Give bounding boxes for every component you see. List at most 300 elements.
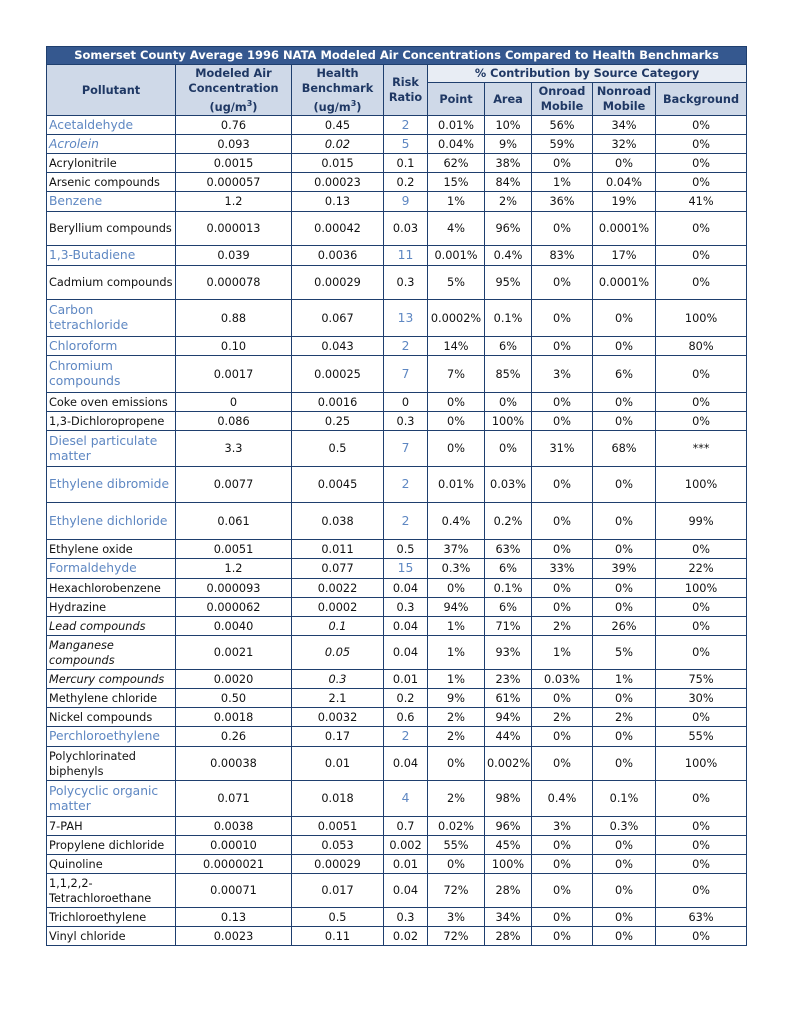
area-cell: 98% (485, 781, 532, 817)
area-cell: 45% (485, 836, 532, 855)
onroad-cell: 1% (532, 173, 593, 192)
point-cell: 72% (428, 874, 485, 908)
benchmark-cell: 0.00029 (292, 266, 384, 300)
nonroad-cell: 0.04% (593, 173, 656, 192)
pollutant-cell: 1,3-Butadiene (47, 246, 176, 266)
nonroad-cell: 2% (593, 708, 656, 727)
point-cell: 4% (428, 212, 485, 246)
point-cell: 3% (428, 908, 485, 927)
concentration-cell: 1.2 (176, 559, 292, 579)
onroad-cell: 2% (532, 708, 593, 727)
risk-ratio-cell: 0.6 (384, 708, 428, 727)
nonroad-cell: 0% (593, 337, 656, 356)
risk-ratio-cell: 0.01 (384, 670, 428, 689)
pollutant-cell: Hexachlorobenzene (47, 579, 176, 598)
concentration-cell: 0.0051 (176, 540, 292, 559)
risk-ratio-cell: 2 (384, 116, 428, 135)
table-row (47, 727, 747, 747)
area-cell: 0% (485, 431, 532, 467)
pollutant-cell: Coke oven emissions (47, 393, 176, 412)
onroad-cell: 0.4% (532, 781, 593, 817)
nonroad-cell: 0.0001% (593, 212, 656, 246)
benchmark-cell: 0.017 (292, 874, 384, 908)
nonroad-cell: 0% (593, 540, 656, 559)
concentration-cell: 0.093 (176, 135, 292, 154)
risk-ratio-cell: 2 (384, 727, 428, 747)
benchmark-cell: 0.053 (292, 836, 384, 855)
table-row (47, 246, 747, 266)
onroad-cell: 31% (532, 431, 593, 467)
background-cell: 0% (656, 817, 747, 836)
concentration-cell: 0.00010 (176, 836, 292, 855)
benchmark-cell: 0.0016 (292, 393, 384, 412)
background-cell: 0% (656, 617, 747, 636)
pollutant-cell: Perchloroethylene (47, 727, 176, 747)
pollutant-cell: Formaldehyde (47, 559, 176, 579)
risk-ratio-cell: 7 (384, 431, 428, 467)
pollutant-cell: Quinoline (47, 855, 176, 874)
table-row (47, 503, 747, 540)
risk-ratio-cell: 0.3 (384, 908, 428, 927)
onroad-cell: 83% (532, 246, 593, 266)
pollutant-cell: Benzene (47, 192, 176, 212)
onroad-cell: 1% (532, 636, 593, 670)
background-cell: 0% (656, 836, 747, 855)
point-cell: 94% (428, 598, 485, 617)
table-row (47, 617, 747, 636)
risk-ratio-cell: 2 (384, 467, 428, 503)
concentration-cell: 1.2 (176, 192, 292, 212)
benchmark-cell: 0.015 (292, 154, 384, 173)
concentration-cell: 0.0040 (176, 617, 292, 636)
table-row (47, 747, 747, 781)
benchmark-cell: 0.043 (292, 337, 384, 356)
benchmark-cell: 0.17 (292, 727, 384, 747)
concentration-cell: 0.26 (176, 727, 292, 747)
risk-ratio-cell: 0.01 (384, 855, 428, 874)
point-cell: 9% (428, 689, 485, 708)
background-cell: 0% (656, 636, 747, 670)
background-cell: 41% (656, 192, 747, 212)
background-cell: 80% (656, 337, 747, 356)
area-cell: 0.1% (485, 579, 532, 598)
area-cell: 34% (485, 908, 532, 927)
nonroad-cell: 0.1% (593, 781, 656, 817)
area-cell: 10% (485, 116, 532, 135)
point-cell: 1% (428, 192, 485, 212)
pollutant-cell: Acrylonitrile (47, 154, 176, 173)
background-cell: 0% (656, 927, 747, 946)
area-cell: 100% (485, 412, 532, 431)
pollutant-cell: Ethylene oxide (47, 540, 176, 559)
point-cell: 0% (428, 412, 485, 431)
header-background: Background (656, 83, 747, 116)
table-row (47, 836, 747, 855)
pollutant-cell: Chloroform (47, 337, 176, 356)
table-row (47, 908, 747, 927)
pollutant-cell: Hydrazine (47, 598, 176, 617)
background-cell: 63% (656, 908, 747, 927)
risk-ratio-cell: 13 (384, 300, 428, 337)
point-cell: 2% (428, 708, 485, 727)
onroad-cell: 3% (532, 817, 593, 836)
benchmark-cell: 0.11 (292, 927, 384, 946)
concentration-cell: 0.0077 (176, 467, 292, 503)
concentration-cell: 0.000078 (176, 266, 292, 300)
concentration-cell: 0.0021 (176, 636, 292, 670)
benchmark-cell: 0.05 (292, 636, 384, 670)
onroad-cell: 0% (532, 540, 593, 559)
nonroad-cell: 0% (593, 503, 656, 540)
onroad-cell: 56% (532, 116, 593, 135)
benchmark-cell: 0.5 (292, 431, 384, 467)
table-row (47, 540, 747, 559)
area-cell: 23% (485, 670, 532, 689)
pollutant-cell: Propylene dichloride (47, 836, 176, 855)
concentration-cell: 3.3 (176, 431, 292, 467)
area-cell: 6% (485, 559, 532, 579)
onroad-cell: 33% (532, 559, 593, 579)
risk-ratio-cell: 7 (384, 356, 428, 393)
background-cell: 100% (656, 579, 747, 598)
benchmark-cell: 0.00029 (292, 855, 384, 874)
table-row (47, 154, 747, 173)
risk-ratio-cell: 0.5 (384, 540, 428, 559)
onroad-cell: 0% (532, 836, 593, 855)
concentration-cell: 0.13 (176, 908, 292, 927)
concentration-cell: 0.0017 (176, 356, 292, 393)
area-cell: 6% (485, 598, 532, 617)
table-row (47, 559, 747, 579)
pollutant-cell: 7-PAH (47, 817, 176, 836)
concentration-cell: 0.0023 (176, 927, 292, 946)
point-cell: 1% (428, 636, 485, 670)
concentration-cell: 0.50 (176, 689, 292, 708)
area-cell: 2% (485, 192, 532, 212)
point-cell: 62% (428, 154, 485, 173)
background-cell: 0% (656, 246, 747, 266)
header-contribution: % Contribution by Source Category (428, 65, 747, 83)
onroad-cell: 59% (532, 135, 593, 154)
risk-ratio-cell: 0.04 (384, 636, 428, 670)
background-cell: *** (656, 431, 747, 467)
table-row (47, 393, 747, 412)
benchmark-cell: 0.3 (292, 670, 384, 689)
area-cell: 93% (485, 636, 532, 670)
pollutant-cell: Diesel particulate matter (47, 431, 176, 467)
point-cell: 0.0002% (428, 300, 485, 337)
pollutant-cell: Acetaldehyde (47, 116, 176, 135)
background-cell: 0% (656, 540, 747, 559)
concentration-cell: 0 (176, 393, 292, 412)
nonroad-cell: 0% (593, 747, 656, 781)
area-cell: 28% (485, 874, 532, 908)
pollutant-cell: Mercury compounds (47, 670, 176, 689)
risk-ratio-cell: 0.2 (384, 173, 428, 192)
onroad-cell: 0% (532, 855, 593, 874)
area-cell: 44% (485, 727, 532, 747)
area-cell: 63% (485, 540, 532, 559)
header-risk-ratio: Risk Ratio (384, 65, 428, 116)
table-row (47, 817, 747, 836)
nonroad-cell: 0% (593, 300, 656, 337)
onroad-cell: 0% (532, 266, 593, 300)
risk-ratio-cell: 0.2 (384, 689, 428, 708)
nonroad-cell: 19% (593, 192, 656, 212)
table-row (47, 708, 747, 727)
pollutant-cell: Acrolein (47, 135, 176, 154)
area-cell: 71% (485, 617, 532, 636)
benchmark-cell: 0.13 (292, 192, 384, 212)
benchmark-cell: 0.038 (292, 503, 384, 540)
table-row (47, 173, 747, 192)
background-cell: 0% (656, 708, 747, 727)
area-cell: 96% (485, 212, 532, 246)
benchmark-cell: 0.011 (292, 540, 384, 559)
pollutant-cell: Beryllium compounds (47, 212, 176, 246)
area-cell: 9% (485, 135, 532, 154)
onroad-cell: 0% (532, 300, 593, 337)
benchmark-cell: 0.02 (292, 135, 384, 154)
point-cell: 0.04% (428, 135, 485, 154)
table-row (47, 636, 747, 670)
area-cell: 28% (485, 927, 532, 946)
point-cell: 2% (428, 727, 485, 747)
onroad-cell: 0% (532, 412, 593, 431)
table-row (47, 300, 747, 337)
table-row (47, 356, 747, 393)
background-cell: 55% (656, 727, 747, 747)
risk-ratio-cell: 0 (384, 393, 428, 412)
table-row (47, 598, 747, 617)
background-cell: 0% (656, 116, 747, 135)
pollutant-cell: 1,1,2,2-Tetrachloroethane (47, 874, 176, 908)
point-cell: 0% (428, 431, 485, 467)
point-cell: 0.3% (428, 559, 485, 579)
nonroad-cell: 6% (593, 356, 656, 393)
point-cell: 2% (428, 781, 485, 817)
background-cell: 22% (656, 559, 747, 579)
header-nonroad: Nonroad Mobile (593, 83, 656, 116)
area-cell: 6% (485, 337, 532, 356)
onroad-cell: 0% (532, 747, 593, 781)
area-cell: 100% (485, 855, 532, 874)
header-point: Point (428, 83, 485, 116)
pollutant-cell: Arsenic compounds (47, 173, 176, 192)
table-row (47, 266, 747, 300)
risk-ratio-cell: 2 (384, 503, 428, 540)
benchmark-cell: 0.01 (292, 747, 384, 781)
benchmark-cell: 0.00023 (292, 173, 384, 192)
point-cell: 0.02% (428, 817, 485, 836)
nonroad-cell: 0.3% (593, 817, 656, 836)
concentration-cell: 0.039 (176, 246, 292, 266)
onroad-cell: 0% (532, 727, 593, 747)
point-cell: 0% (428, 579, 485, 598)
benchmark-cell: 0.0032 (292, 708, 384, 727)
concentration-cell: 0.0020 (176, 670, 292, 689)
risk-ratio-cell: 0.7 (384, 817, 428, 836)
table-body (47, 116, 747, 946)
point-cell: 0.01% (428, 116, 485, 135)
pollutant-cell: Polycyclic organic matter (47, 781, 176, 817)
pollutant-cell: Vinyl chloride (47, 927, 176, 946)
benchmark-cell: 0.1 (292, 617, 384, 636)
pollutant-cell: Ethylene dichloride (47, 503, 176, 540)
concentration-cell: 0.071 (176, 781, 292, 817)
pollutant-cell: Chromium compounds (47, 356, 176, 393)
area-cell: 0.03% (485, 467, 532, 503)
benchmark-cell: 0.0045 (292, 467, 384, 503)
risk-ratio-cell: 0.3 (384, 598, 428, 617)
benchmark-cell: 0.0036 (292, 246, 384, 266)
background-cell: 99% (656, 503, 747, 540)
table-row (47, 855, 747, 874)
area-cell: 0.2% (485, 503, 532, 540)
risk-ratio-cell: 2 (384, 337, 428, 356)
pollutant-cell: Manganese compounds (47, 636, 176, 670)
point-cell: 72% (428, 927, 485, 946)
background-cell: 0% (656, 154, 747, 173)
nonroad-cell: 0% (593, 598, 656, 617)
nonroad-cell: 26% (593, 617, 656, 636)
table-row (47, 874, 747, 908)
nonroad-cell: 68% (593, 431, 656, 467)
onroad-cell: 0% (532, 598, 593, 617)
onroad-cell: 0% (532, 503, 593, 540)
background-cell: 0% (656, 173, 747, 192)
header-benchmark: Health Benchmark $(ug/m^3)$ (292, 65, 384, 116)
concentration-cell: 0.10 (176, 337, 292, 356)
table-row (47, 927, 747, 946)
concentration-cell: 0.76 (176, 116, 292, 135)
header-concentration: Modeled Air Concentration $(ug/m^3)$ (176, 65, 292, 116)
onroad-cell: 0% (532, 689, 593, 708)
table-row (47, 192, 747, 212)
risk-ratio-cell: 0.002 (384, 836, 428, 855)
benchmark-cell: 0.00025 (292, 356, 384, 393)
background-cell: 100% (656, 747, 747, 781)
benchmark-cell: 0.067 (292, 300, 384, 337)
nonroad-cell: 0% (593, 908, 656, 927)
nonroad-cell: 0% (593, 836, 656, 855)
background-cell: 75% (656, 670, 747, 689)
pollutant-cell: Cadmium compounds (47, 266, 176, 300)
onroad-cell: 0% (532, 467, 593, 503)
onroad-cell: 0% (532, 874, 593, 908)
background-cell: 100% (656, 300, 747, 337)
table-row (47, 579, 747, 598)
onroad-cell: 2% (532, 617, 593, 636)
onroad-cell: 0% (532, 579, 593, 598)
concentration-cell: 0.000062 (176, 598, 292, 617)
area-cell: 0.4% (485, 246, 532, 266)
benchmark-cell: 0.45 (292, 116, 384, 135)
background-cell: 0% (656, 598, 747, 617)
risk-ratio-cell: 4 (384, 781, 428, 817)
risk-ratio-cell: 5 (384, 135, 428, 154)
background-cell: 0% (656, 781, 747, 817)
header-area: Area (485, 83, 532, 116)
area-cell: 0% (485, 393, 532, 412)
area-cell: 0.1% (485, 300, 532, 337)
nonroad-cell: 0% (593, 393, 656, 412)
table-row (47, 467, 747, 503)
point-cell: 7% (428, 356, 485, 393)
pollutant-cell: Ethylene dibromide (47, 467, 176, 503)
table-row (47, 689, 747, 708)
onroad-cell: 0% (532, 393, 593, 412)
background-cell: 100% (656, 467, 747, 503)
point-cell: 1% (428, 617, 485, 636)
pollutant-cell: Carbon tetrachloride (47, 300, 176, 337)
area-cell: 61% (485, 689, 532, 708)
area-cell: 85% (485, 356, 532, 393)
background-cell: 0% (656, 212, 747, 246)
risk-ratio-cell: 0.02 (384, 927, 428, 946)
nonroad-cell: 0% (593, 927, 656, 946)
risk-ratio-cell: 0.04 (384, 874, 428, 908)
background-cell: 0% (656, 855, 747, 874)
background-cell: 30% (656, 689, 747, 708)
onroad-cell: 0.03% (532, 670, 593, 689)
pollutant-cell: Lead compounds (47, 617, 176, 636)
benchmark-cell: 0.0022 (292, 579, 384, 598)
benchmark-cell: 0.25 (292, 412, 384, 431)
risk-ratio-cell: 15 (384, 559, 428, 579)
nonroad-cell: 17% (593, 246, 656, 266)
table-row (47, 431, 747, 467)
background-cell: 0% (656, 135, 747, 154)
point-cell: 0% (428, 855, 485, 874)
concentration-cell: 0.000013 (176, 212, 292, 246)
header-onroad: Onroad Mobile (532, 83, 593, 116)
pollutant-cell: Methylene chloride (47, 689, 176, 708)
point-cell: 1% (428, 670, 485, 689)
risk-ratio-cell: 11 (384, 246, 428, 266)
concentration-cell: 0.00038 (176, 747, 292, 781)
nonroad-cell: 34% (593, 116, 656, 135)
nonroad-cell: 0% (593, 154, 656, 173)
area-cell: 96% (485, 817, 532, 836)
table-row (47, 116, 747, 135)
pollutant-cell: Polychlorinated biphenyls (47, 747, 176, 781)
benchmark-cell: 0.5 (292, 908, 384, 927)
onroad-cell: 0% (532, 908, 593, 927)
table-row (47, 212, 747, 246)
point-cell: 55% (428, 836, 485, 855)
background-cell: 0% (656, 356, 747, 393)
risk-ratio-cell: 0.04 (384, 617, 428, 636)
background-cell: 0% (656, 266, 747, 300)
nonroad-cell: 0% (593, 727, 656, 747)
point-cell: 37% (428, 540, 485, 559)
background-cell: 0% (656, 412, 747, 431)
pollutant-cell: Nickel compounds (47, 708, 176, 727)
benchmark-cell: 0.0002 (292, 598, 384, 617)
table-row (47, 412, 747, 431)
table-row (47, 781, 747, 817)
point-cell: 0.4% (428, 503, 485, 540)
risk-ratio-cell: 0.3 (384, 266, 428, 300)
area-cell: 0.002% (485, 747, 532, 781)
benchmark-cell: 0.0051 (292, 817, 384, 836)
onroad-cell: 0% (532, 337, 593, 356)
risk-ratio-cell: 0.04 (384, 747, 428, 781)
point-cell: 5% (428, 266, 485, 300)
point-cell: 15% (428, 173, 485, 192)
onroad-cell: 0% (532, 927, 593, 946)
